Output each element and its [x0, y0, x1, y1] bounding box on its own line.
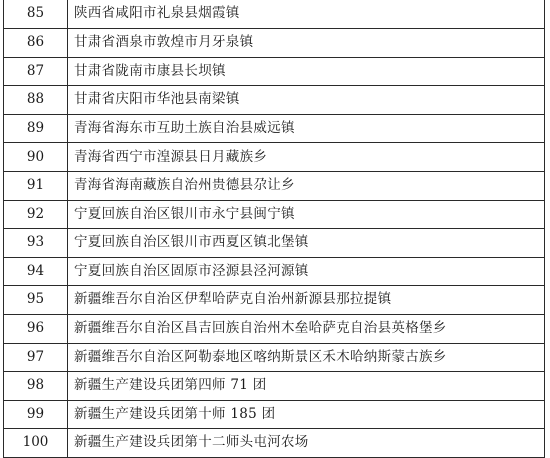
row-index: 90: [4, 143, 68, 172]
table-row: [4, 343, 545, 372]
row-index: 94: [4, 257, 68, 286]
table-row: [4, 315, 545, 344]
town-list-table: [3, 0, 545, 458]
row-index: 92: [4, 200, 68, 229]
row-town-name: 新疆生产建设兵团第四师 71 团: [68, 372, 545, 401]
row-index: 93: [4, 229, 68, 258]
table-row: [4, 372, 545, 401]
row-index: 87: [4, 57, 68, 86]
row-index: 88: [4, 86, 68, 115]
table-row: [4, 257, 545, 286]
row-town-name: 青海省海南藏族自治州贵德县尕让乡: [68, 172, 545, 201]
row-town-name: 甘肃省庆阳市华池县南梁镇: [68, 86, 545, 115]
row-town-name: 新疆维吾尔自治区伊犁哈萨克自治州新源县那拉提镇: [68, 286, 545, 315]
table-row: [4, 200, 545, 229]
table-row: [4, 229, 545, 258]
row-index: 96: [4, 315, 68, 344]
row-index: 91: [4, 172, 68, 201]
row-town-name: 新疆维吾尔自治区阿勒泰地区喀纳斯景区禾木哈纳斯蒙古族乡: [68, 343, 545, 372]
row-index: 95: [4, 286, 68, 315]
table-row: [4, 29, 545, 58]
row-index: 85: [4, 0, 68, 29]
town-list-table-container: [3, 0, 544, 458]
row-town-name: 宁夏回族自治区银川市西夏区镇北堡镇: [68, 229, 545, 258]
row-town-name: 宁夏回族自治区固原市泾源县泾河源镇: [68, 257, 545, 286]
row-town-name: 甘肃省陇南市康县长坝镇: [68, 57, 545, 86]
row-index: 89: [4, 114, 68, 143]
row-index: 86: [4, 29, 68, 58]
row-town-name: 新疆生产建设兵团第十二师头屯河农场: [68, 429, 545, 458]
row-index: 98: [4, 372, 68, 401]
row-index: 100: [4, 429, 68, 458]
row-index: 97: [4, 343, 68, 372]
table-row: [4, 0, 545, 29]
table-row: [4, 286, 545, 315]
row-town-name: 甘肃省酒泉市敦煌市月牙泉镇: [68, 29, 545, 58]
row-town-name: 新疆维吾尔自治区昌吉回族自治州木垒哈萨克自治县英格堡乡: [68, 315, 545, 344]
table-row: [4, 429, 545, 458]
row-town-name: 陕西省咸阳市礼泉县烟霞镇: [68, 0, 545, 29]
table-row: [4, 172, 545, 201]
table-row: [4, 57, 545, 86]
table-row: [4, 400, 545, 429]
row-index: 99: [4, 400, 68, 429]
row-town-name: 宁夏回族自治区银川市永宁县闽宁镇: [68, 200, 545, 229]
row-town-name: 新疆生产建设兵团第十师 185 团: [68, 400, 545, 429]
row-town-name: 青海省海东市互助土族自治县威远镇: [68, 114, 545, 143]
table-row: [4, 143, 545, 172]
table-row: [4, 114, 545, 143]
table-row: [4, 86, 545, 115]
row-town-name: 青海省西宁市湟源县日月藏族乡: [68, 143, 545, 172]
